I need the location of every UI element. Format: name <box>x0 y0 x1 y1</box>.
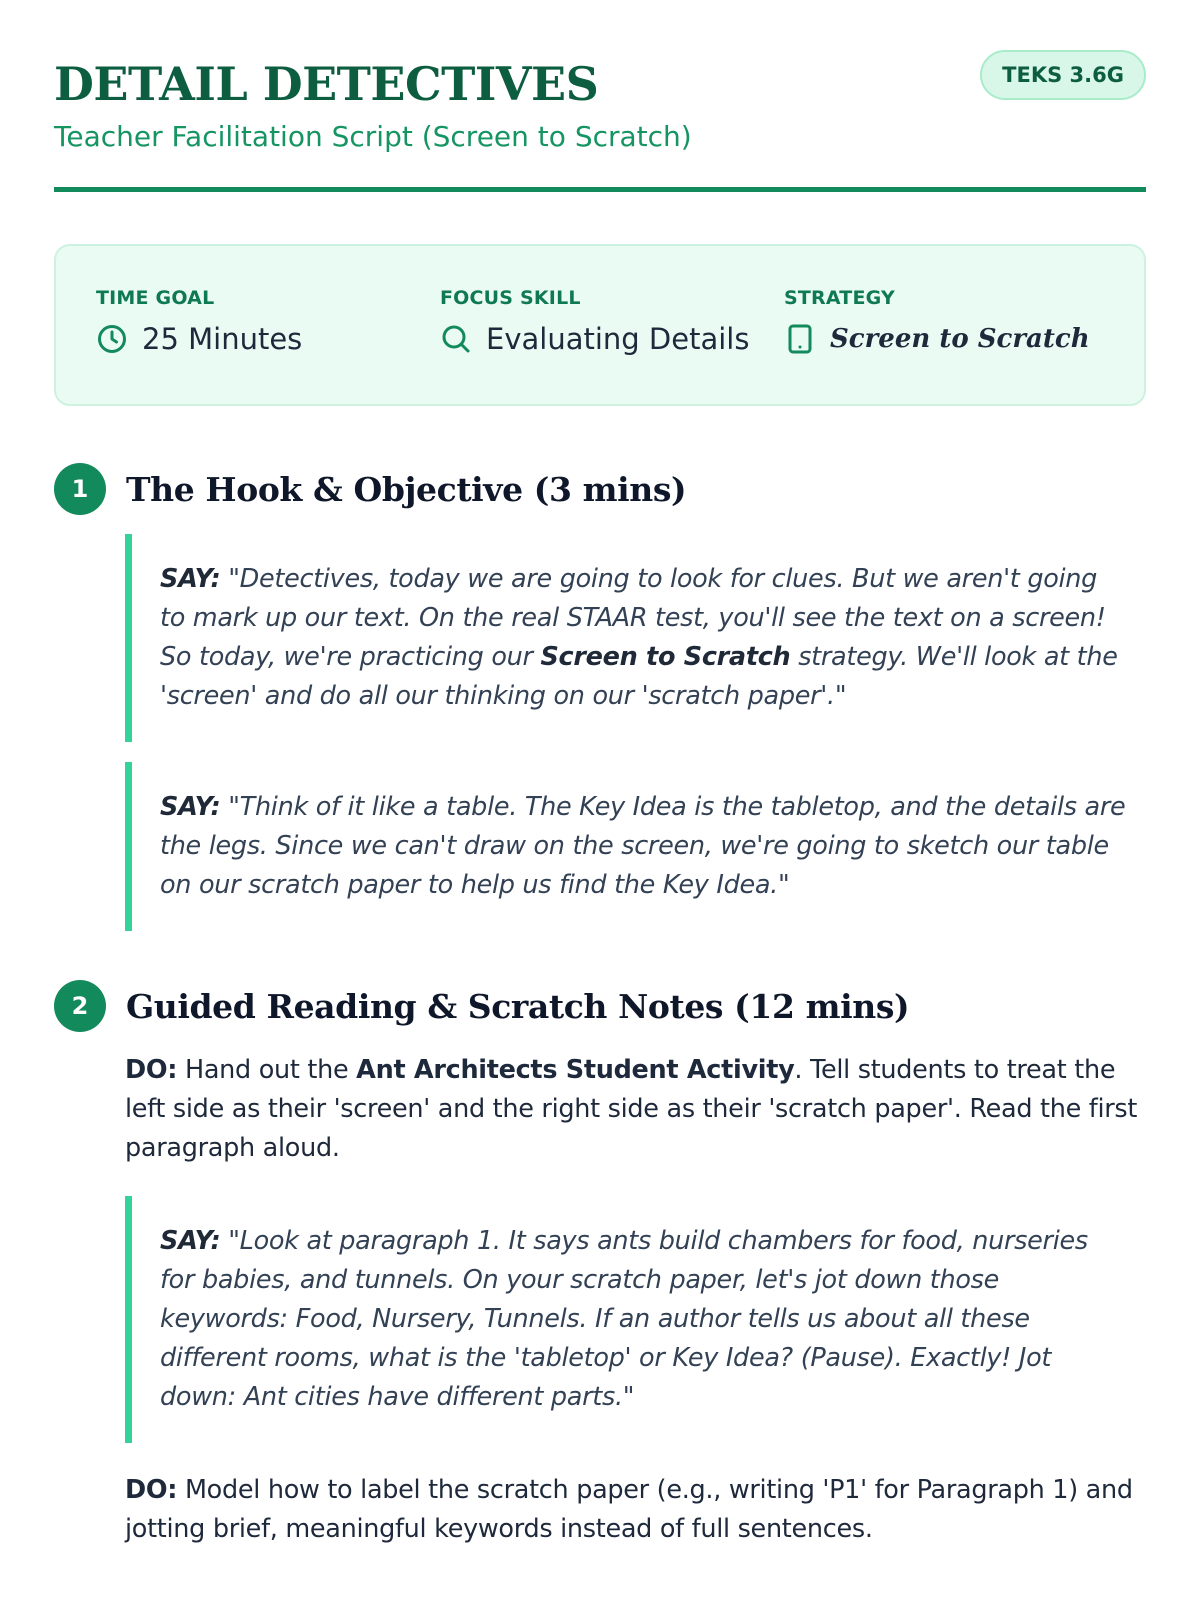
strategy-value-row <box>784 320 1090 358</box>
time-goal <box>96 286 440 404</box>
section-header <box>54 979 1146 1033</box>
do-text: . Tell students to treat the left side as their 'screen' and the right side as their 'scratch paper'. Read the first paragraph aloud. <box>125 1055 1138 1163</box>
section-header <box>54 462 1146 516</box>
strategy-label: STRATEGY <box>784 287 895 309</box>
say-block <box>125 762 1146 931</box>
say-text: strategy. We'll look at the 'screen' and do all our thinking on our 'scratch paper'." <box>160 642 1118 711</box>
step-number: 1 <box>54 463 106 515</box>
do-text: Hand out the <box>184 1055 349 1085</box>
strategy-value: Screen to Scratch <box>830 324 1090 354</box>
say-tag: SAY: <box>160 564 221 594</box>
time-goal-value-row <box>96 320 440 358</box>
header <box>54 0 1146 192</box>
page-subtitle: Teacher Facilitation Script (Screen to Scratch) <box>54 120 692 153</box>
page-title: DETAIL DETECTIVES <box>54 57 599 111</box>
info-card <box>54 244 1146 406</box>
say-block <box>125 1196 1146 1443</box>
section-title: Guided Reading & Scratch Notes (12 mins) <box>126 986 910 1026</box>
focus-skill-label: FOCUS SKILL <box>440 287 581 309</box>
teks-badge: TEKS 3.6G <box>980 50 1146 100</box>
section-title: The Hook & Objective (3 mins) <box>126 469 687 509</box>
say-text: "Look at paragraph 1. It says ants build chambers for food, nurseries for babies, and tunnels. On your scratch paper, let's jot down those keywords: Food, Nursery, Tunnels. If an author tells us about all these different rooms, what is the 'tabletop' or Key Idea? (Pause). Exactly! Jot down: Ant cities have different parts." <box>160 1226 1088 1412</box>
focus-skill-value-row <box>440 320 784 358</box>
do-block <box>125 1051 1146 1168</box>
say-emphasis: Screen to Scratch <box>540 642 791 672</box>
do-block <box>125 1471 1146 1549</box>
section-guided-reading <box>54 979 1146 1549</box>
step-number: 2 <box>54 980 106 1032</box>
search-icon <box>440 323 472 355</box>
strategy <box>784 286 1090 404</box>
section-hook-objective <box>54 462 1146 931</box>
say-text: "Think of it like a table. The Key Idea is the tabletop, and the details are the legs. Since we can't draw on the screen, we're going to sketch our table on our scratch paper to help us find the Key Idea." <box>160 792 1126 900</box>
do-tag: DO: <box>125 1475 178 1505</box>
say-tag: SAY: <box>160 792 221 822</box>
focus-skill-value: Evaluating Details <box>486 322 750 356</box>
time-goal-label: TIME GOAL <box>96 287 215 309</box>
do-text: Model how to label the scratch paper (e.g., writing 'P1' for Paragraph 1) and jotting brief, meaningful keywords instead of full sentences. <box>125 1475 1133 1544</box>
say-block <box>125 534 1146 742</box>
clock-icon <box>96 323 128 355</box>
do-emphasis: Ant Architects Student Activity <box>356 1055 795 1085</box>
focus-skill <box>440 286 784 404</box>
say-text: "Detectives, today we are going to look for clues. But we aren't going to mark up our text. On the real STAAR test, you'll see the text on a screen! So today, we're practicing our <box>160 564 1106 672</box>
time-goal-value: 25 Minutes <box>142 322 303 356</box>
say-tag: SAY: <box>160 1226 221 1256</box>
tablet-icon <box>784 323 816 355</box>
do-tag: DO: <box>125 1055 178 1085</box>
